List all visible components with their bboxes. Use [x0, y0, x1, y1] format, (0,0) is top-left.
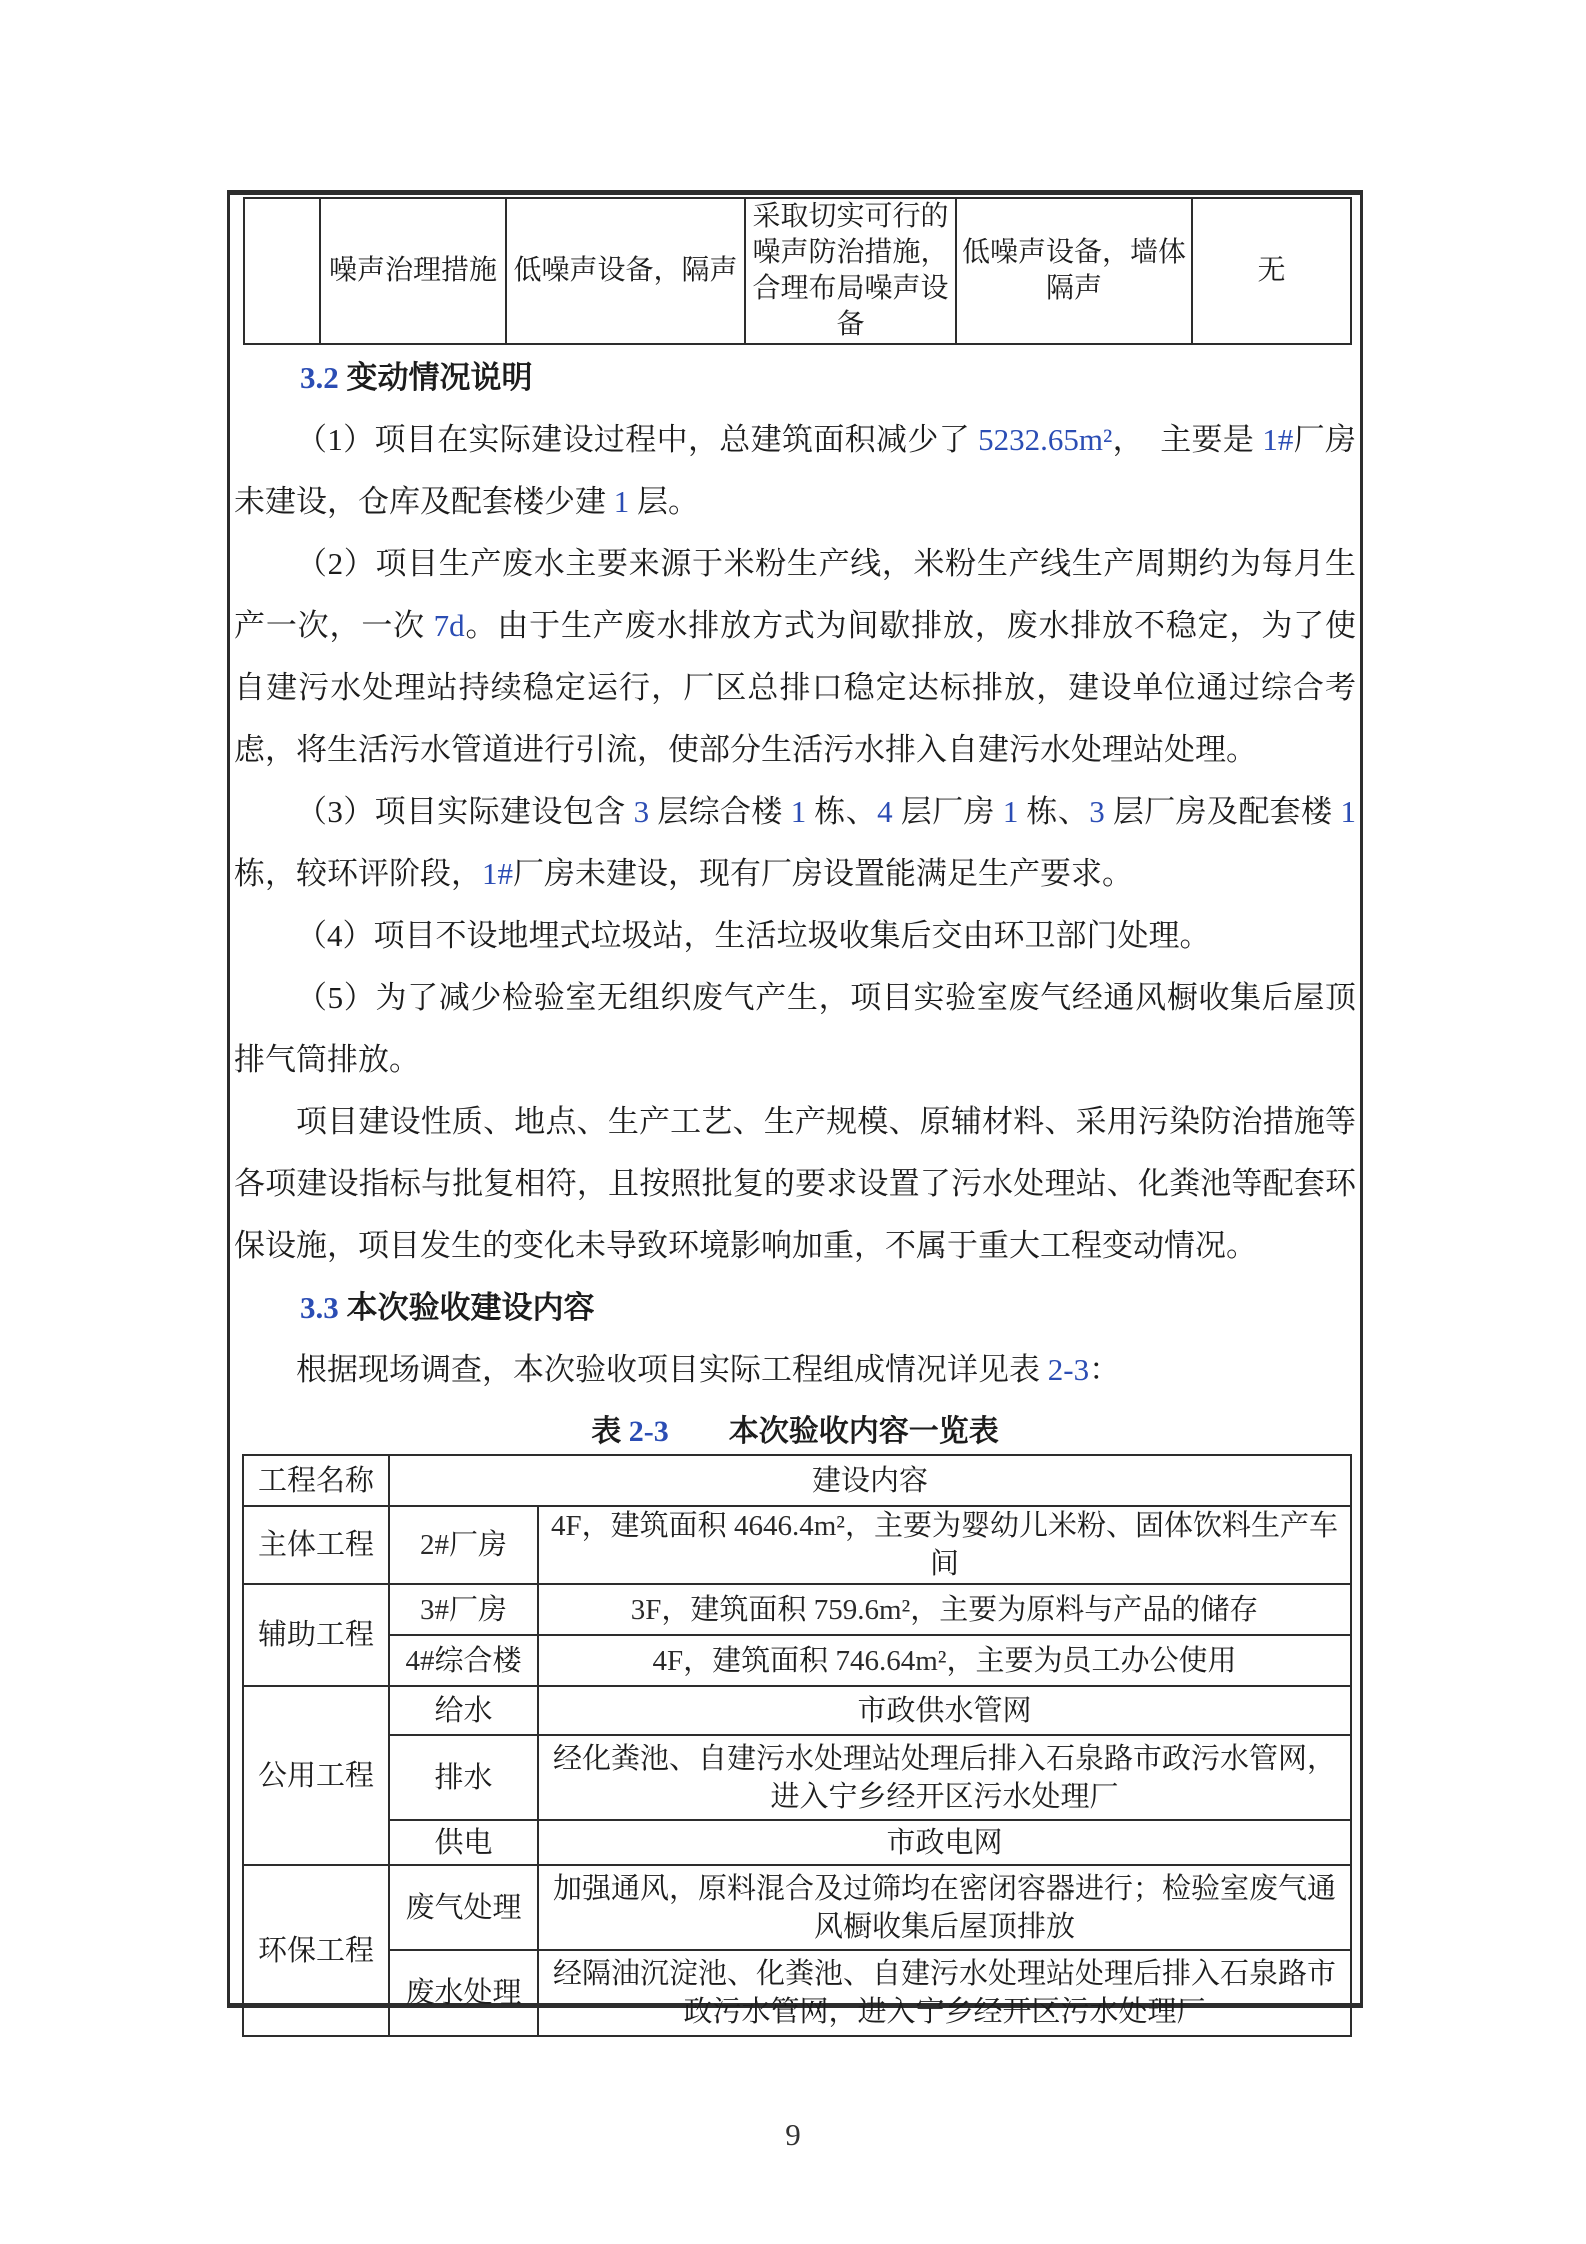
- section-3-2-title: 变动情况说明: [346, 360, 533, 395]
- noise-approved-requirement-cell: 采取切实可行的噪声防治措施，合理布局噪声设备: [745, 198, 956, 344]
- noise-measures-row: [244, 198, 1351, 344]
- content-water-supply-cell: 市政供水管网: [538, 1686, 1351, 1735]
- table-row-drainage: [243, 1735, 1351, 1820]
- table-row-waste-water: [243, 1950, 1351, 2036]
- body-text: [234, 347, 1364, 1455]
- group-utility-works-cell: 公用工程: [243, 1686, 389, 1865]
- table-row-water-supply: [243, 1686, 1351, 1735]
- table-row-building4: [243, 1635, 1351, 1686]
- sub-factory3-cell: 3#厂房: [389, 1584, 538, 1635]
- header-project-name-cell: 工程名称: [243, 1455, 389, 1506]
- table-2-3-caption: 表 2-3 本次验收内容一览表: [591, 1415, 999, 1448]
- content-waste-water-cell: 经隔油沉淀池、化粪池、自建污水处理站处理后排入石泉路市政污水管网，进入宁乡经开区污水处理厂: [538, 1950, 1351, 2036]
- paragraph-change-4: （4）项目不设地埋式垃圾站，生活垃圾收集后交由环卫部门处理。: [296, 918, 1211, 953]
- paragraph-survey-intro: 根据现场调查，本次验收项目实际工程组成情况详见表 2-3：: [296, 1352, 1121, 1387]
- paragraph-change-summary: 项目建设性质、地点、生产工艺、生产规模、原辅材料、采用污染防治措施等各项建设指标与批复相符，且按照批复的要求设置了污水处理站、化粪池等配套环保设施，项目发生的变化未导致环境影响加重，不属于重大工程变动情况。: [234, 1104, 1356, 1263]
- sub-power-supply-cell: 供电: [389, 1820, 538, 1865]
- group-main-works-cell: 主体工程: [243, 1506, 389, 1584]
- noise-eia-stage-cell: 低噪声设备，隔声: [506, 198, 745, 344]
- sub-factory2-cell: 2#厂房: [389, 1506, 538, 1584]
- noise-label-cell: 噪声治理措施: [320, 198, 506, 344]
- content-factory2-cell: 4F，建筑面积 4646.4m²，主要为婴幼儿米粉、固体饮料生产车间: [538, 1506, 1351, 1584]
- group-auxiliary-works-cell: 辅助工程: [243, 1584, 389, 1686]
- sub-waste-gas-cell: 废气处理: [389, 1865, 538, 1950]
- section-3-3-heading: [234, 1277, 1356, 1339]
- section-3-3-title: 本次验收建设内容: [346, 1290, 595, 1325]
- section-3-2-heading: [234, 347, 1356, 409]
- sub-building4-cell: 4#综合楼: [389, 1635, 538, 1686]
- table-header-row: [243, 1455, 1351, 1506]
- noise-measures-table: [243, 197, 1352, 345]
- section-3-3-number: 3.3: [300, 1290, 339, 1325]
- table-row-main-works: [243, 1506, 1351, 1584]
- content-building4-cell: 4F，建筑面积 746.64m²，主要为员工办公使用: [538, 1635, 1351, 1686]
- page-number: 9: [785, 2117, 801, 2152]
- sub-water-supply-cell: 给水: [389, 1686, 538, 1735]
- noise-category-cell: [244, 198, 320, 344]
- heading-spacer: [339, 1290, 347, 1325]
- noise-change-cell: 无: [1192, 198, 1351, 344]
- paragraph-change-1: （1）项目在实际建设过程中，总建筑面积减少了 5232.65m²， 主要是 1#厂房未建设，仓库及配套楼少建 1 层。: [234, 422, 1357, 519]
- heading-spacer: [339, 360, 347, 395]
- sub-waste-water-cell: 废水处理: [389, 1950, 538, 2036]
- acceptance-content-table: [242, 1454, 1352, 2037]
- paragraph-change-5: （5）为了减少检验室无组织废气产生，项目实验室废气经通风橱收集后屋顶排气筒排放。: [234, 980, 1356, 1077]
- content-drainage-cell: 经化粪池、自建污水处理站处理后排入石泉路市政污水管网，进入宁乡经开区污水处理厂: [538, 1735, 1351, 1820]
- table-row-waste-gas: [243, 1865, 1351, 1950]
- content-power-supply-cell: 市政电网: [538, 1820, 1351, 1865]
- table-row-factory3: [243, 1584, 1351, 1635]
- paragraph-change-2: （2）项目生产废水主要来源于米粉生产线，米粉生产线生产周期约为每月生产一次，一次 7d。由于生产废水排放方式为间歇排放，废水排放不稳定，为了使自建污水处理站持续稳定运行，厂区总排口稳定达标排放，建设单位通过综合考虑，将生活污水管道进行引流，使部分生活污水排入自建污水处理站处理。: [234, 546, 1357, 767]
- header-construction-content-cell: 建设内容: [389, 1455, 1351, 1506]
- table-row-power-supply: [243, 1820, 1351, 1865]
- content-factory3-cell: 3F，建筑面积 759.6m²，主要为原料与产品的储存: [538, 1584, 1351, 1635]
- section-3-2-number: 3.2: [300, 360, 339, 395]
- content-border-box: [227, 190, 1364, 2028]
- content-waste-gas-cell: 加强通风，原料混合及过筛均在密闭容器进行；检验室废气通风橱收集后屋顶排放: [538, 1865, 1351, 1950]
- paragraph-change-3: （3）项目实际建设包含 3 层综合楼 1 栋、4 层厂房 1 栋、3 层厂房及配套楼 1 栋，较环评阶段，1#厂房未建设，现有厂房设置能满足生产要求。: [234, 794, 1364, 891]
- noise-actual-built-cell: 低噪声设备，墙体隔声: [956, 198, 1192, 344]
- group-environmental-works-cell: 环保工程: [243, 1865, 389, 2036]
- sub-drainage-cell: 排水: [389, 1735, 538, 1820]
